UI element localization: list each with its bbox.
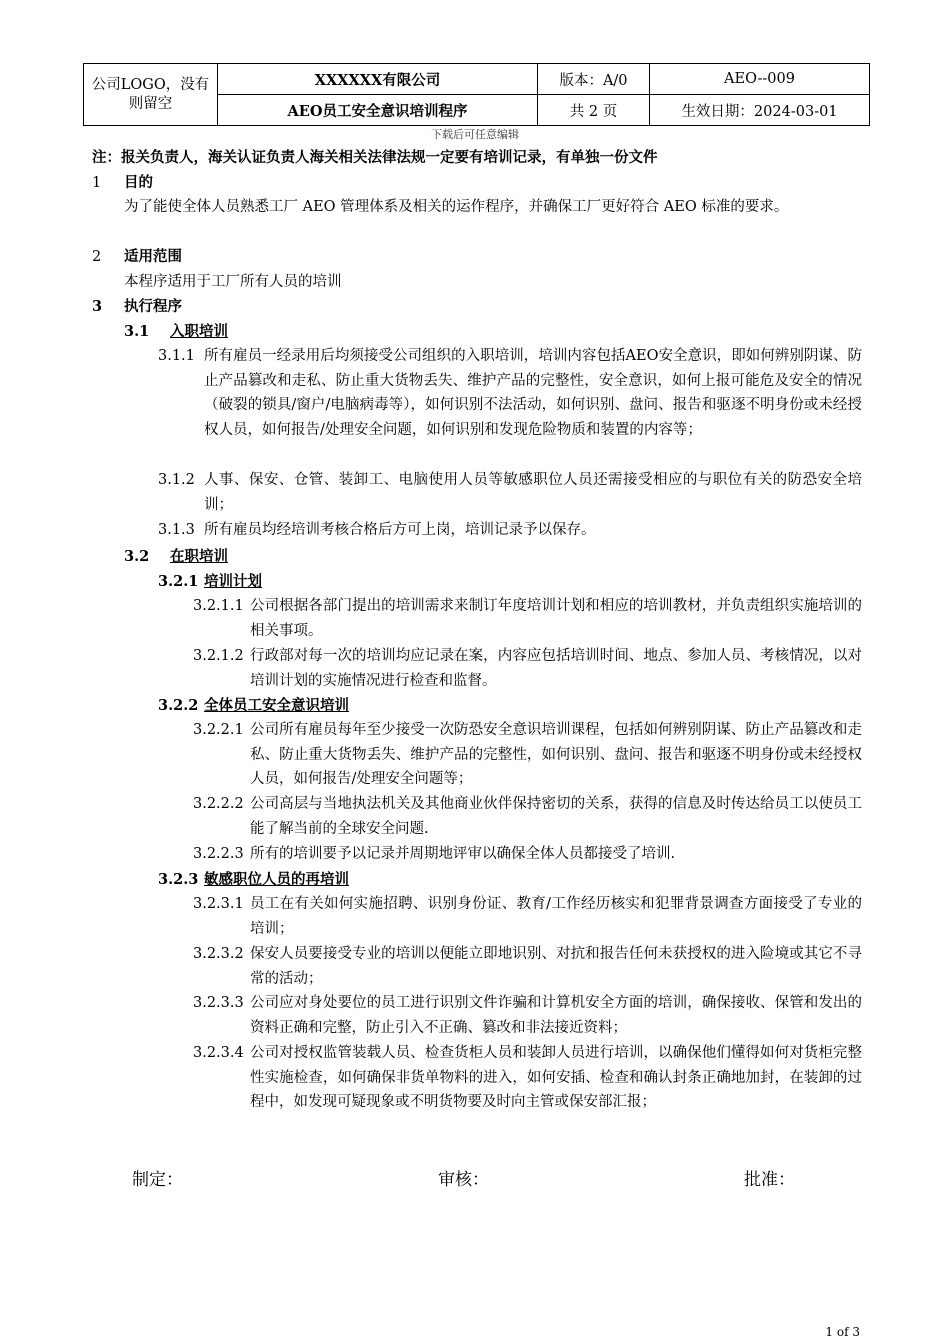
logo-placeholder: 公司LOGO，没有则留空 — [84, 64, 218, 126]
item-3-1-3-number: 3.1.3 — [158, 522, 195, 538]
item-3-2-2-3-text: 所有的培训要予以记录并周期地评审以确保全体人员都接受了培训. — [250, 846, 676, 862]
signature-review: 审核： — [438, 1170, 489, 1190]
section-3-title: 执行程序 — [124, 298, 182, 315]
section-1-text: 为了能使全体人员熟悉工厂 AEO 管理体系及相关的运作程序，并确保工厂更好符合 AEO 标准的要求。 — [124, 199, 789, 215]
item-3-2-3-2-text: 保安人员要接受专业的培训以便能立即地识别、对抗和报告任何未获授权的进入险境或其它不寻常的活动； — [250, 946, 862, 987]
item-3-1-2-number: 3.1.2 — [158, 472, 195, 488]
section-3-1-title: 入职培训 — [170, 323, 228, 340]
page-number: 1 of 3 — [825, 1325, 860, 1339]
note-line: 注：报关负责人，海关认证负责人海关相关法律法规一定要有培训记录，有单独一份文件 — [92, 149, 658, 166]
item-3-2-2-3-number: 3.2.2.3 — [193, 846, 244, 862]
section-3-2-3-title: 敏感职位人员的再培训 — [204, 871, 349, 888]
effective-date: 生效日期：2024-03-01 — [650, 95, 870, 126]
section-3-2-2-title: 全体员工安全意识培训 — [204, 697, 349, 714]
item-3-2-3-4-number: 3.2.3.4 — [193, 1045, 244, 1061]
item-3-2-3-2-number: 3.2.3.2 — [193, 946, 244, 962]
item-3-2-2-1-number: 3.2.2.1 — [193, 722, 244, 738]
item-3-2-3-1-text: 员工在有关如何实施招聘、识别身份证、教育/工作经历核实和犯罪背景调查方面接受了专业的培训； — [250, 896, 862, 937]
signature-approve: 批准： — [744, 1170, 795, 1190]
section-3-1-number: 3.1 — [124, 323, 150, 340]
section-2-text: 本程序适用于工厂所有人员的培训 — [124, 274, 342, 290]
section-2-number: 2 — [92, 249, 102, 265]
editable-note: 下载后可任意编辑 — [431, 128, 519, 141]
item-3-2-2-2-number: 3.2.2.2 — [193, 796, 244, 812]
item-3-2-1-1-text: 公司根据各部门提出的培训需求来制订年度培训计划和相应的培训教材，并负责组织实施培训的相关事项。 — [250, 598, 862, 639]
item-3-1-2-text: 人事、保安、仓管、装卸工、电脑使用人员等敏感职位人员还需接受相应的与职位有关的防恐安全培训； — [204, 472, 862, 513]
item-3-2-1-1-number: 3.2.1.1 — [193, 598, 244, 614]
section-3-2-1-title: 培训计划 — [204, 573, 262, 590]
signature-made: 制定： — [132, 1170, 183, 1190]
page-count: 共 2 页 — [538, 95, 650, 126]
item-3-2-3-4-text: 公司对授权监管装载人员、检查货柜人员和装卸人员进行培训，以确保他们懂得如何对货柜完整性实施检查，如何确保非货单物料的进入，如何安插、检查和确认封条正确地加封，在装卸的过程中，如发现可疑现象或不明货物要及时向主管或保安部汇报； — [250, 1045, 862, 1110]
item-3-2-3-1-number: 3.2.3.1 — [193, 896, 244, 912]
section-3-2-number: 3.2 — [124, 548, 150, 565]
document-title: AEO员工安全意识培训程序 — [218, 95, 538, 126]
item-3-1-1-number: 3.1.1 — [158, 348, 195, 364]
item-3-2-1-2-text: 行政部对每一次的培训均应记录在案，内容应包括培训时间、地点、参加人员、考核情况，以对培训计划的实施情况进行检查和监督。 — [250, 648, 862, 689]
item-3-2-3-3-number: 3.2.3.3 — [193, 995, 244, 1011]
document-header-table — [83, 63, 870, 126]
section-3-2-title: 在职培训 — [170, 548, 228, 565]
item-3-2-2-1-text: 公司所有雇员每年至少接受一次防恐安全意识培训课程，包括如何辨别阴谋、防止产品篡改和走私、防止重大货物丢失、维护产品的完整性，如何识别、盘问、报告和驱逐不明身份或未经授权人员，如何报告/处理安全问题等； — [250, 722, 862, 787]
section-1-title: 目的 — [124, 174, 153, 191]
version-cell: 版本：A/0 — [538, 64, 650, 95]
item-3-2-3-3-text: 公司应对身处要位的员工进行识别文件诈骗和计算机安全方面的培训，确保接收、保管和发出的资料正确和完整，防止引入不正确、篡改和非法接近资料； — [250, 995, 862, 1036]
doc-number: AEO--009 — [650, 64, 870, 95]
section-1-number: 1 — [92, 175, 102, 191]
section-3-number: 3 — [92, 298, 103, 315]
item-3-1-1-text: 所有雇员一经录用后均须接受公司组织的入职培训，培训内容包括AEO安全意识，即如何辨别阴谋、防止产品篡改和走私、防止重大货物丢失、维护产品的完整性，安全意识，如何上报可能危及安全的情况（破裂的锁具/窗户/电脑病毒等），如何识别不法活动，如何识别、盘问、报告和驱逐不明身份或未经授权人员，如何报告/处理安全问题，如何识别和发现危险物质和装置的内容等； — [204, 348, 862, 438]
item-3-2-2-2-text: 公司高层与当地执法机关及其他商业伙伴保持密切的关系，获得的信息及时传达给员工以使员工能了解当前的全球安全问题. — [250, 796, 862, 837]
section-2-title: 适用范围 — [124, 248, 182, 265]
item-3-1-3-text: 所有雇员均经培训考核合格后方可上岗，培训记录予以保存。 — [204, 522, 596, 538]
item-3-2-1-2-number: 3.2.1.2 — [193, 648, 244, 664]
section-3-2-1-number: 3.2.1 — [158, 573, 199, 590]
section-3-2-3-number: 3.2.3 — [158, 871, 199, 888]
section-3-2-2-number: 3.2.2 — [158, 697, 199, 714]
company-name: XXXXXX有限公司 — [218, 64, 538, 95]
